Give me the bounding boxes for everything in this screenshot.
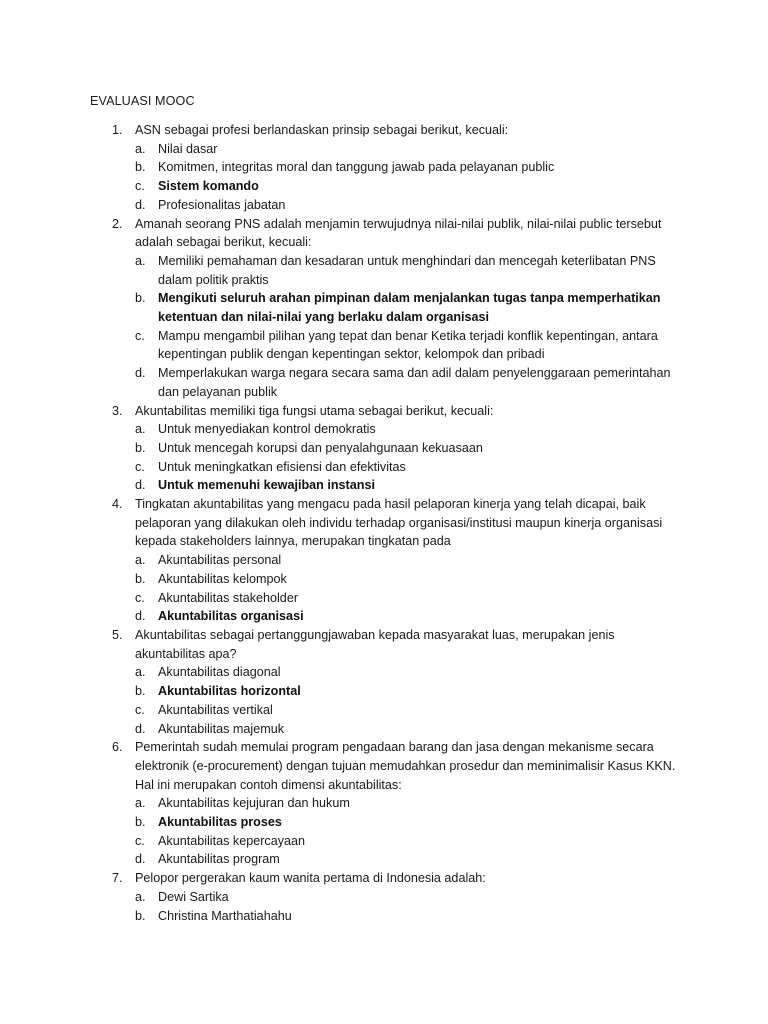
option-letter: d. — [135, 721, 146, 736]
option-item — [135, 458, 680, 477]
option-text: Akuntabilitas horizontal — [158, 684, 301, 699]
option-text: Untuk memenuhi kewajiban instansi — [158, 478, 375, 493]
option-list — [135, 888, 680, 925]
option-text: Akuntabilitas kepercayaan — [158, 833, 306, 848]
option-letter: b. — [135, 160, 146, 175]
answer-option — [135, 289, 680, 326]
option-letter: d. — [135, 197, 146, 212]
option-list — [135, 551, 680, 626]
option-text: Untuk meningkatkan efisiensi dan efektivitas — [158, 459, 406, 474]
option-letter: c. — [135, 702, 145, 717]
answer-option — [135, 177, 680, 196]
option-letter: a. — [135, 422, 146, 437]
option-item — [135, 327, 680, 364]
question-number: 1. — [112, 123, 123, 137]
option-item — [135, 794, 680, 813]
option-item — [135, 907, 680, 926]
option-item — [135, 439, 680, 458]
question-text: Pelopor pergerakan kaum wanita pertama di Indonesia adalah: — [135, 871, 486, 886]
option-letter: a. — [135, 553, 146, 568]
option-item — [135, 589, 680, 608]
answer-option — [135, 476, 680, 495]
document-title: EVALUASI MOOC — [90, 94, 195, 108]
option-list — [135, 252, 680, 402]
option-text: Akuntabilitas proses — [158, 815, 282, 830]
question-text: Akuntabilitas sebagai pertanggungjawaban kepada masyarakat luas, merupakan jenis akuntabilitas apa? — [135, 627, 615, 661]
option-list — [135, 420, 680, 495]
question-text: ASN sebagai profesi berlandaskan prinsip sebagai berikut, kecuali: — [135, 123, 509, 137]
option-letter: d. — [135, 852, 146, 867]
option-text: Akuntabilitas majemuk — [158, 721, 284, 736]
option-letter: b. — [135, 815, 146, 830]
option-text: Profesionalitas jabatan — [158, 197, 286, 212]
option-item — [135, 663, 680, 682]
option-letter: c. — [135, 833, 145, 848]
question-item — [90, 121, 680, 215]
option-text: Memiliki pemahaman dan kesadaran untuk menghindari dan mencegah keterlibatan PNS dalam politik praktis — [158, 253, 656, 287]
option-letter: a. — [135, 889, 146, 904]
option-text: Mengikuti seluruh arahan pimpinan dalam menjalankan tugas tanpa memperhatikan ketentuan dan nilai-nilai yang berlaku dalam organisasi — [158, 291, 661, 325]
answer-option — [135, 813, 680, 832]
question-item — [90, 215, 680, 402]
option-item — [135, 551, 680, 570]
answer-option — [135, 607, 680, 626]
option-item — [135, 140, 680, 159]
option-letter: c. — [135, 459, 145, 474]
option-item — [135, 420, 680, 439]
option-text: Memperlakukan warga negara secara sama dan adil dalam penyelenggaraan pemerintahan dan pelayanan publik — [158, 366, 671, 399]
option-text: Nilai dasar — [158, 141, 218, 156]
option-item — [135, 701, 680, 720]
option-letter: d. — [135, 609, 146, 624]
option-letter: a. — [135, 141, 146, 156]
question-text: Pemerintah sudah memulai program pengadaan barang dan jasa dengan mekanisme secara elektronik (e-procurement) dengan tujuan memudahkan prosedur dan meminimalisir Kasus KKN. Hal ini merupakan contoh dimensi akuntabilitas: — [135, 740, 676, 792]
option-letter: c. — [135, 179, 145, 194]
question-text: Akuntabilitas memiliki tiga fungsi utama sebagai berikut, kecuali: — [135, 403, 494, 418]
question-item — [90, 626, 680, 738]
option-text: Akuntabilitas stakeholder — [158, 590, 299, 605]
option-letter: d. — [135, 478, 146, 493]
option-text: Untuk menyediakan kontrol demokratis — [158, 422, 376, 437]
question-number: 3. — [112, 403, 123, 418]
option-text: Dewi Sartika — [158, 889, 229, 904]
option-item — [135, 850, 680, 869]
question-text: Tingkatan akuntabilitas yang mengacu pada hasil pelaporan kinerja yang telah dicapai, baik pelaporan yang dilakukan oleh individu terhadap organisasi/institusi maupun kinerja organisasi kepada stakeholders lainnya, merupakan tingkatan pada — [135, 497, 663, 549]
option-text: Komitmen, integritas moral dan tanggung jawab pada pelayanan public — [158, 160, 555, 175]
question-number: 6. — [112, 740, 123, 755]
question-list — [90, 121, 680, 925]
question-item — [90, 738, 680, 869]
option-letter: b. — [135, 684, 146, 699]
question-item — [90, 869, 680, 925]
option-letter: a. — [135, 665, 146, 680]
option-letter: b. — [135, 571, 146, 586]
option-list — [135, 140, 680, 215]
option-item — [135, 158, 680, 177]
option-text: Akuntabilitas diagonal — [158, 665, 281, 680]
option-list — [135, 794, 680, 869]
question-item — [90, 402, 680, 496]
option-letter: c. — [135, 590, 145, 605]
option-text: Akuntabilitas kelompok — [158, 571, 287, 586]
question-item — [90, 495, 680, 626]
option-letter: d. — [135, 366, 146, 381]
option-text: Christina Marthatiahahu — [158, 908, 292, 923]
option-item — [135, 252, 680, 289]
option-text: Untuk mencegah korupsi dan penyalahgunaan kekuasaan — [158, 440, 483, 455]
option-letter: c. — [135, 328, 145, 343]
option-letter: a. — [135, 253, 146, 268]
option-item — [135, 196, 680, 215]
option-text: Akuntabilitas vertikal — [158, 702, 273, 717]
question-number: 2. — [112, 216, 123, 231]
option-item — [135, 888, 680, 907]
option-text: Akuntabilitas program — [158, 852, 280, 867]
option-list — [135, 663, 680, 738]
option-item — [135, 364, 680, 401]
option-text: Akuntabilitas organisasi — [158, 609, 304, 624]
option-item — [135, 570, 680, 589]
option-letter: a. — [135, 796, 146, 811]
option-letter: b. — [135, 291, 146, 306]
option-text: Akuntabilitas kejujuran dan hukum — [158, 796, 350, 811]
option-text: Akuntabilitas personal — [158, 553, 282, 568]
question-text: Amanah seorang PNS adalah menjamin terwujudnya nilai-nilai publik, nilai-nilai public tersebut adalah sebagai berikut, kecuali: — [135, 216, 662, 250]
option-letter: b. — [135, 908, 146, 923]
option-text: Sistem komando — [158, 179, 259, 194]
question-number: 5. — [112, 627, 123, 642]
option-text: Mampu mengambil pilihan yang tepat dan benar Ketika terjadi konflik kepentingan, antara kepentingan publik dengan kepentingan sektor, kelompok dan pribadi — [158, 328, 658, 362]
option-letter: b. — [135, 440, 146, 455]
question-number: 4. — [112, 497, 123, 512]
question-number: 7. — [112, 871, 123, 886]
answer-option — [135, 682, 680, 701]
option-item — [135, 832, 680, 851]
option-item — [135, 720, 680, 739]
